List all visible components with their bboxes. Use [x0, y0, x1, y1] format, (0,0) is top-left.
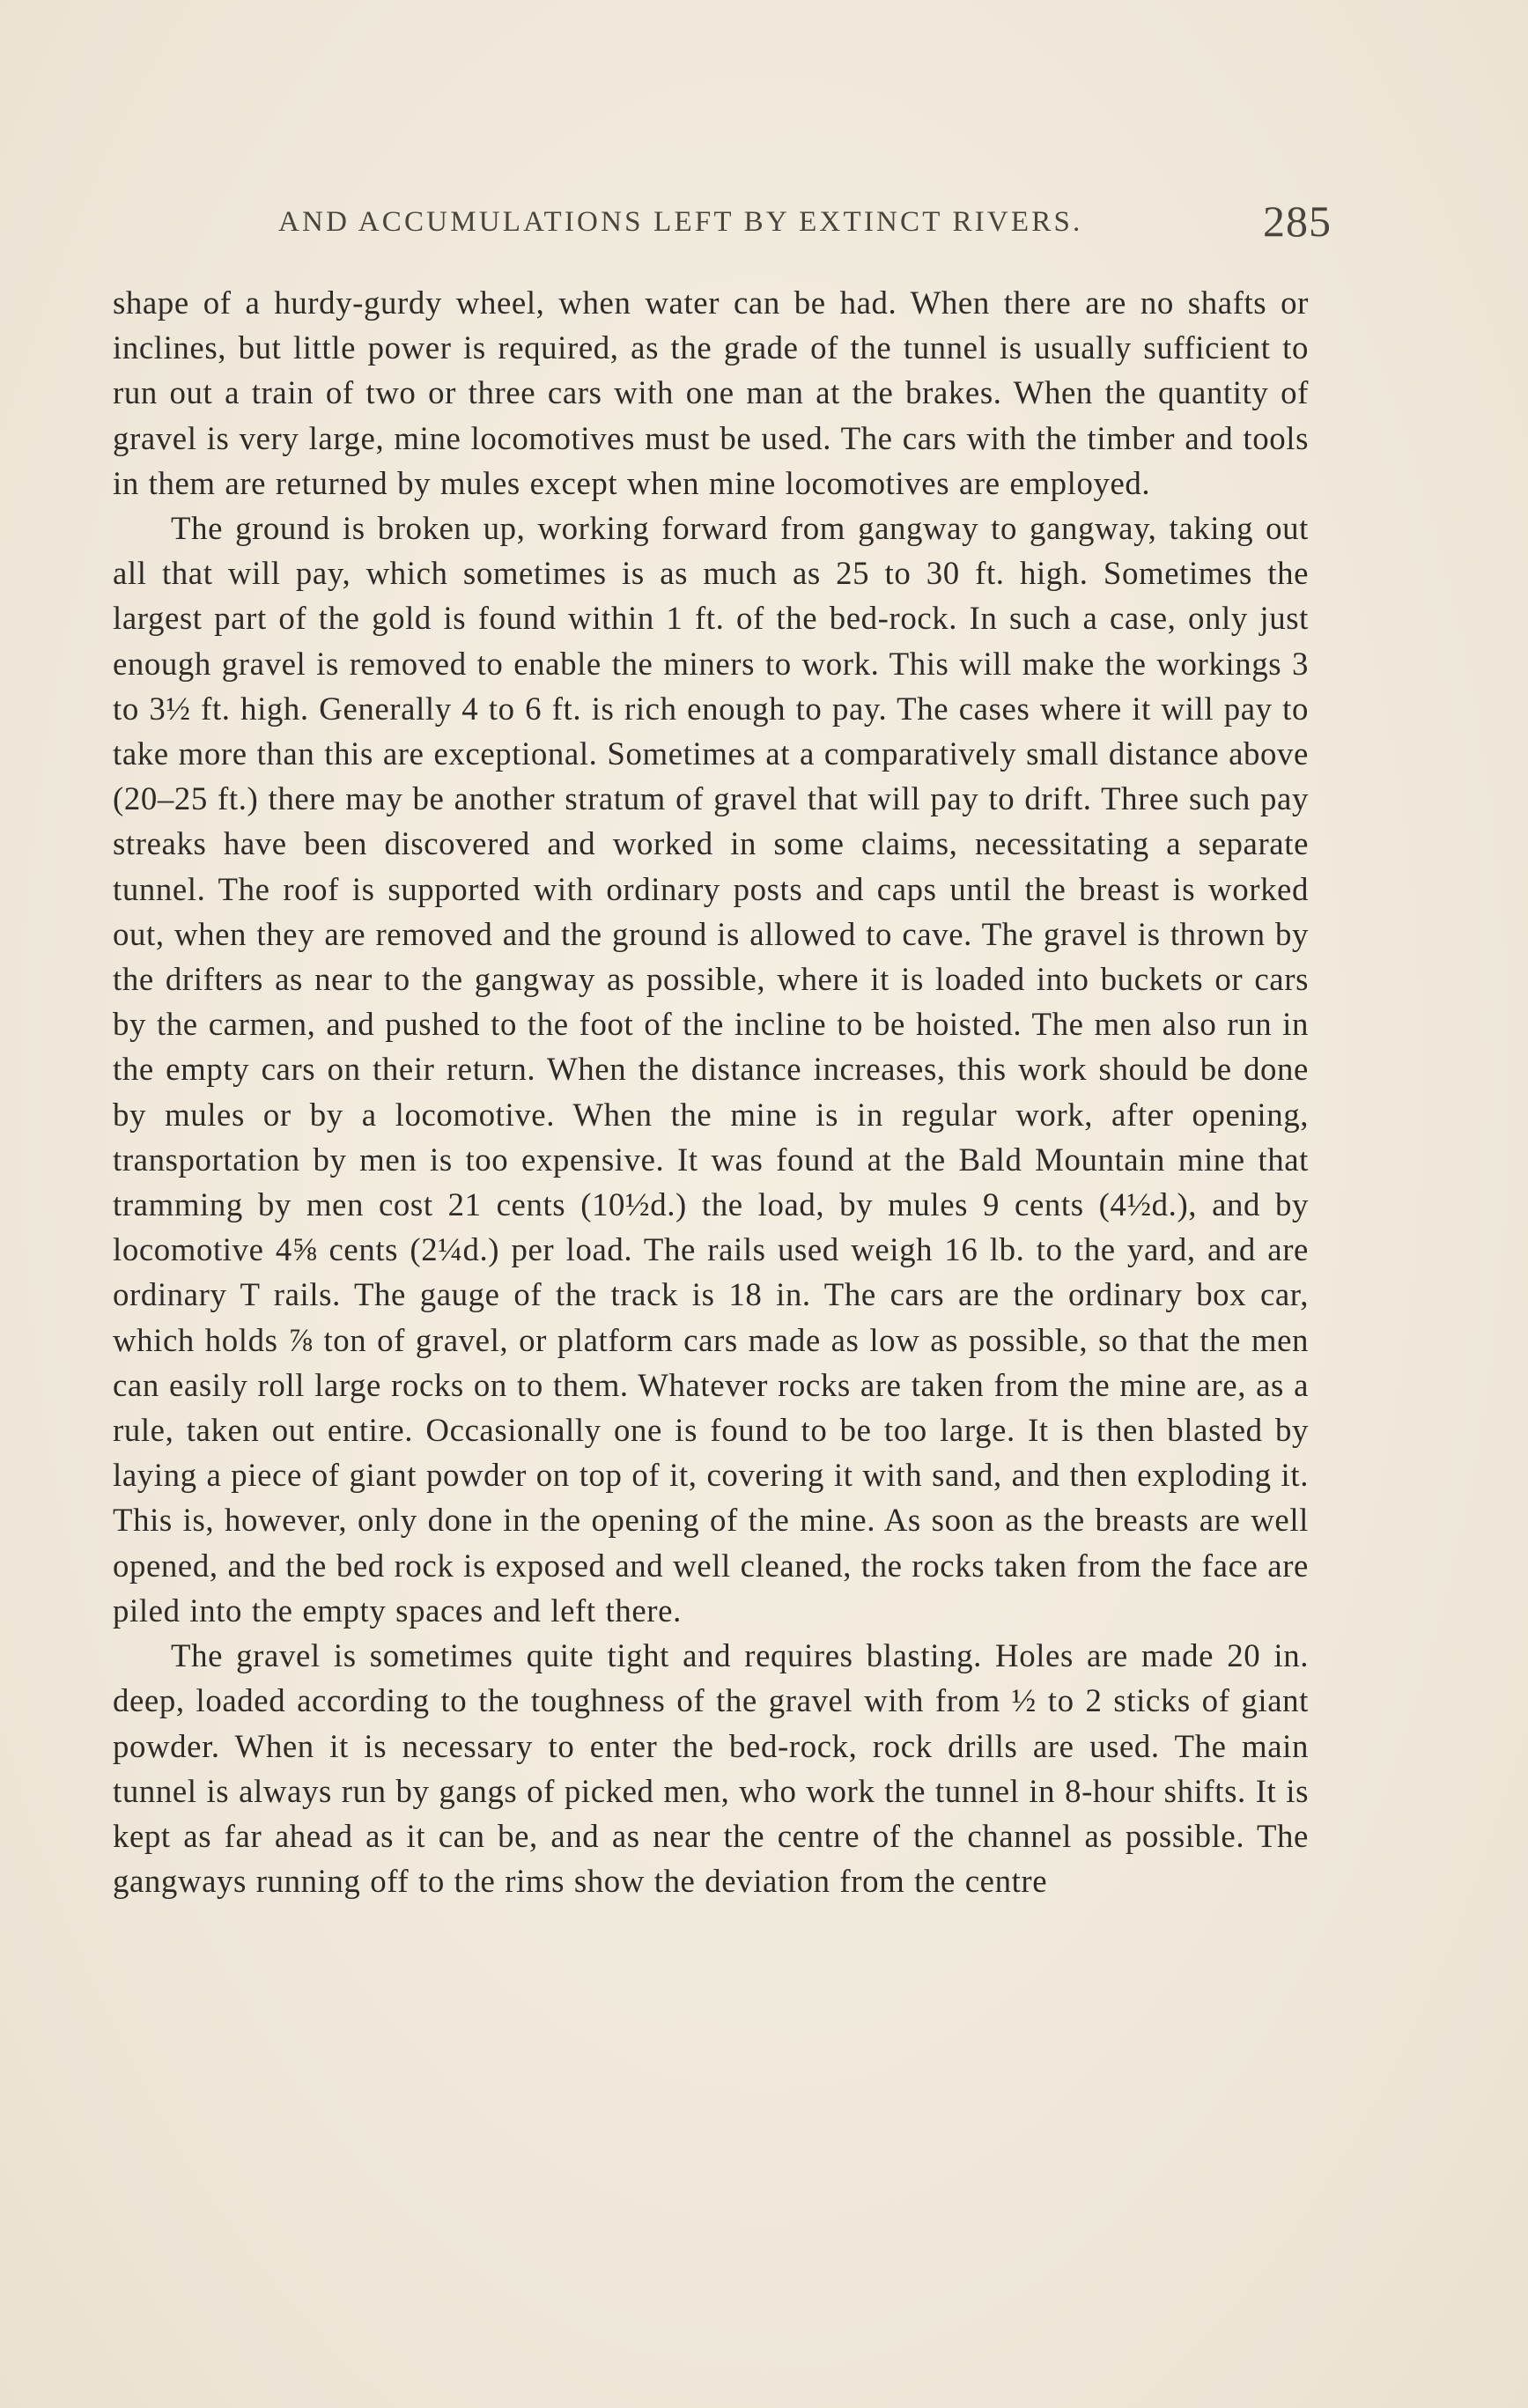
paragraph-ground-working: The ground is broken up, working forward from gangway to gangway, taking out all that will pay, which sometimes is as much as 25 to 30 ft. high. Sometimes the largest part of the gold is found within 1 ft. of the bed-rock. In such a case, only just enough gravel is removed to enable the miners to work. This will make the workings 3 to 3½ ft. high. Generally 4 to 6 ft. is rich enough to pay. The cases where it will pay to take more than this are exceptional. Sometimes at a comparatively small distance above (20–25 ft.) there may be another stratum of gravel that will pay to drift. Three such pay streaks have been discovered and worked in some claims, necessitating a separate tunnel. The roof is supported with ordinary posts and caps until the breast is worked out, when they are removed and the ground is allowed to cave. The gravel is thrown by the drifters as near to the gangway as possible, where it is loaded into buckets or cars by the carmen, and pushed to the foot of the incline to be hoisted. The men also run in the empty cars on their return. When the distance increases, this work should be done by mules or by a locomotive. When the mine is in regular work, after opening, transportation by men is too expensive. It was found at the Bald Mountain mine that tramming by men cost 21 cents (10½d.) the load, by mules 9 cents (4½d.), and by locomotive 4⅝ cents (2¼d.) per load. The rails used weigh 16 lb. to the yard, and are ordinary T rails. The gauge of the track is 18 in. The cars are the ordinary box car, which holds ⅞ ton of gravel, or platform cars made as low as possible, so that the men can easily roll large rocks on to them. Whatever rocks are taken from the mine are, as a rule, taken out entire. Occasionally one is found to be too large. It is then blasted by laying a piece of giant powder on top of it, covering it with sand, and then exploding it. This is, however, only done in the opening of the mine. As soon as the breasts are well opened, and the bed rock is exposed and well cleaned, the rocks taken from the face are piled into the empty spaces and left there. — [113, 510, 1309, 1629]
body-text — [113, 280, 1309, 1903]
running-title: AND ACCUMULATIONS LEFT BY EXTINCT RIVERS. — [278, 206, 1083, 238]
paragraph-gravel-blasting: The gravel is sometimes quite tight and requires blasting. Holes are made 20 in. deep, loaded according to the toughness of the gravel with from ½ to 2 sticks of giant powder. When it is necessary to enter the bed-rock, rock drills are used. The main tunnel is always run by gangs of picked men, who work the tunnel in 8-hour shifts. It is kept as far ahead as it can be, and as near the centre of the channel as possible. The gangways running off to the rims show the deviation from the centre — [113, 1637, 1309, 1900]
page-number: 285 — [1263, 196, 1332, 246]
paragraph-continued: shape of a hurdy-gurdy wheel, when water can be had. When there are no shafts or inclines, but little power is required, as the grade of the tunnel is usually sufficient to run out a train of two or three cars with one man at the brakes. When the quantity of gravel is very large, mine locomotives must be used. The cars with the timber and tools in them are returned by mules except when mine locomotives are employed. — [113, 284, 1309, 501]
running-head — [264, 196, 1356, 257]
